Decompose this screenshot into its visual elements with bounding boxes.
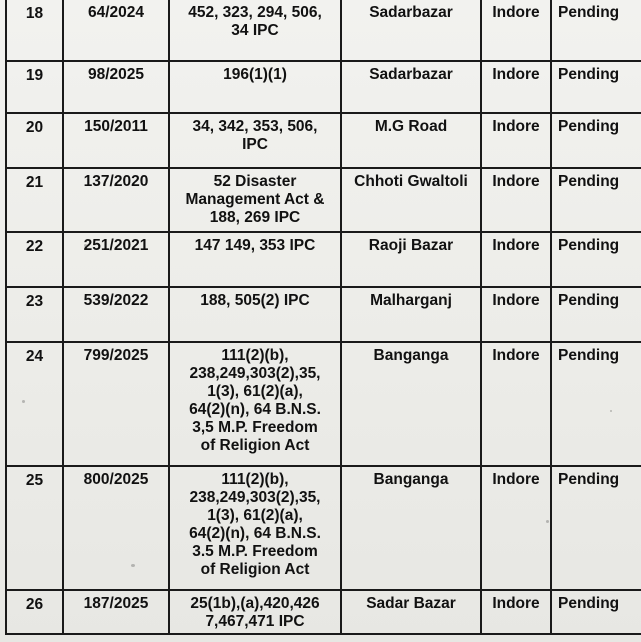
table-row — [6, 61, 641, 113]
sections-line: 452, 323, 294, 506, — [188, 4, 322, 21]
sections-line: 34, 342, 353, 506, — [192, 118, 318, 135]
crime-number-cell: 187/2025 — [63, 590, 169, 634]
police-station-cell: Banganga — [341, 342, 481, 466]
table-row — [6, 232, 641, 287]
cases-table-body — [6, 0, 641, 634]
serial-number-cell: 23 — [6, 287, 63, 342]
crime-number-cell: 539/2022 — [63, 287, 169, 342]
district-cell: Indore — [481, 342, 551, 466]
scan-speck — [546, 520, 549, 523]
sections-line: 3,5 M.P. Freedom — [192, 419, 318, 436]
status-cell: Pending — [551, 287, 641, 342]
sections-line: 238,249,303(2),35, — [189, 489, 321, 506]
police-station-cell: Malharganj — [341, 287, 481, 342]
sections-cell — [169, 168, 341, 232]
serial-number-cell: 20 — [6, 113, 63, 168]
serial-number-cell: 25 — [6, 466, 63, 590]
sections-line: 196(1)(1) — [223, 66, 287, 83]
district-cell: Indore — [481, 0, 551, 61]
police-station-cell: Sadar Bazar — [341, 590, 481, 634]
crime-number-cell: 800/2025 — [63, 466, 169, 590]
table-row — [6, 168, 641, 232]
serial-number-cell: 18 — [6, 0, 63, 61]
sections-cell — [169, 0, 341, 61]
sections-cell — [169, 113, 341, 168]
sections-line: 3.5 M.P. Freedom — [192, 543, 318, 560]
sections-line: 147 149, 353 IPC — [194, 237, 316, 254]
crime-number-cell: 251/2021 — [63, 232, 169, 287]
scan-speck — [131, 564, 135, 567]
sections-line: 52 Disaster — [213, 173, 297, 190]
crime-number-cell: 98/2025 — [63, 61, 169, 113]
cases-table — [5, 0, 641, 635]
serial-number-cell: 21 — [6, 168, 63, 232]
scan-speck — [22, 400, 25, 403]
police-station-cell: Banganga — [341, 466, 481, 590]
sections-line: 188, 269 IPC — [209, 209, 301, 226]
sections-line: of Religion Act — [200, 437, 310, 454]
police-station-cell: Sadarbazar — [341, 0, 481, 61]
sections-cell — [169, 61, 341, 113]
sections-line: Management Act & — [185, 191, 325, 208]
sections-cell — [169, 342, 341, 466]
crime-number-cell: 799/2025 — [63, 342, 169, 466]
scan-speck — [610, 410, 612, 412]
status-cell: Pending — [551, 0, 641, 61]
sections-cell — [169, 590, 341, 634]
crime-number-cell: 150/2011 — [63, 113, 169, 168]
serial-number-cell: 26 — [6, 590, 63, 634]
serial-number-cell: 22 — [6, 232, 63, 287]
status-cell: Pending — [551, 232, 641, 287]
sections-line: 34 IPC — [231, 22, 279, 39]
scan-speck — [84, 244, 87, 247]
serial-number-cell: 24 — [6, 342, 63, 466]
district-cell: Indore — [481, 590, 551, 634]
table-row — [6, 466, 641, 590]
district-cell: Indore — [481, 466, 551, 590]
crime-number-cell: 64/2024 — [63, 0, 169, 61]
status-cell: Pending — [551, 61, 641, 113]
sections-cell — [169, 466, 341, 590]
crime-number-cell: 137/2020 — [63, 168, 169, 232]
police-station-cell: Sadarbazar — [341, 61, 481, 113]
sections-line: 238,249,303(2),35, — [189, 365, 321, 382]
sections-line: 111(2)(b), — [221, 471, 289, 488]
status-cell: Pending — [551, 168, 641, 232]
table-row — [6, 287, 641, 342]
district-cell: Indore — [481, 287, 551, 342]
serial-number-cell: 19 — [6, 61, 63, 113]
table-row — [6, 113, 641, 168]
table-row — [6, 0, 641, 61]
sections-line: 7,467,471 IPC — [205, 613, 305, 630]
sections-cell — [169, 232, 341, 287]
status-cell: Pending — [551, 113, 641, 168]
sections-line: 111(2)(b), — [221, 347, 289, 364]
police-station-cell: Raoji Bazar — [341, 232, 481, 287]
sections-line: IPC — [242, 136, 268, 153]
sections-line: 1(3), 61(2)(a), — [207, 507, 303, 524]
sections-line: 25(1b),(a),420,426 — [190, 595, 320, 612]
district-cell: Indore — [481, 168, 551, 232]
district-cell: Indore — [481, 113, 551, 168]
sections-line: 188, 505(2) IPC — [200, 292, 310, 309]
table-row — [6, 590, 641, 634]
status-cell: Pending — [551, 466, 641, 590]
sections-line: 64(2)(n), 64 B.N.S. — [189, 401, 321, 418]
sections-line: 1(3), 61(2)(a), — [207, 383, 303, 400]
sections-cell — [169, 287, 341, 342]
district-cell: Indore — [481, 61, 551, 113]
sections-line: 64(2)(n), 64 B.N.S. — [189, 525, 321, 542]
police-station-cell: Chhoti Gwaltoli — [341, 168, 481, 232]
status-cell: Pending — [551, 590, 641, 634]
status-cell: Pending — [551, 342, 641, 466]
sections-line: of Religion Act — [200, 561, 310, 578]
district-cell: Indore — [481, 232, 551, 287]
table-row — [6, 342, 641, 466]
police-station-cell: M.G Road — [341, 113, 481, 168]
